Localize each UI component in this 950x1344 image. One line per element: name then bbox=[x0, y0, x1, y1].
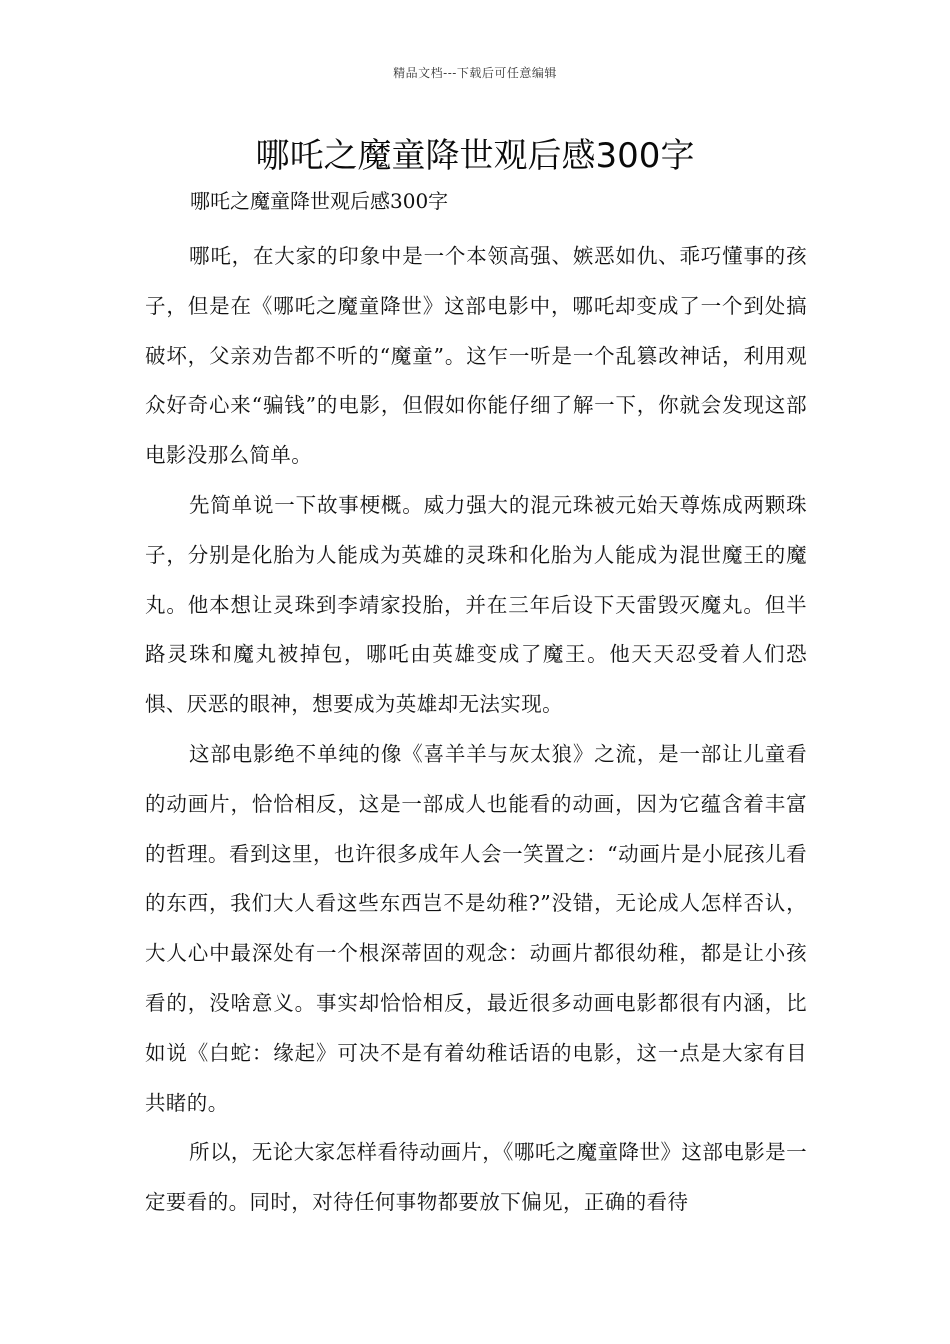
paragraph: 所以，无论大家怎样看待动画片，《哪吒之魔童降世》这部电影是一定要看的。同时，对待任何事物都要放下偏见，正确的看待 bbox=[145, 1140, 807, 1215]
document-body bbox=[145, 232, 807, 1228]
document-title: 哪吒之魔童降世观后感300字 bbox=[255, 136, 695, 176]
paragraph: 这部电影绝不单纯的像《喜羊羊与灰太狼》之流，是一部让儿童看的动画片，恰恰相反，这是一部成人也能看的动画，因为它蕴含着丰富的哲理。看到这里，也许很多成年人会一笑置之：“动画片是小屁孩儿看的东西，我们大人看这些东西岂不是幼稚?”没错，无论成人怎样否认，大人心中最深处有一个根深蒂固的观念：动画片都很幼稚，都是让小孩看的，没啥意义。事实却恰恰相反，最近很多动画电影都很有内涵，比如说《白蛇：缘起》可决不是有着幼稚话语的电影，这一点是大家有目共睹的。 bbox=[145, 741, 807, 1115]
page-header: 精品文档---下载后可任意编辑 bbox=[393, 66, 557, 80]
paragraph: 哪吒，在大家的印象中是一个本领高强、嫉恶如仇、乖巧懂事的孩子，但是在《哪吒之魔童降世》这部电影中，哪吒却变成了一个到处搞破坏，父亲劝告都不听的“魔童”。这乍一听是一个乱篡改神话，利用观众好奇心来“骗钱”的电影，但假如你能仔细了解一下，你就会发现这部电影没那么简单。 bbox=[145, 244, 807, 468]
document-subtitle: 哪吒之魔童降世观后感300字 bbox=[190, 189, 449, 213]
paragraph: 先简单说一下故事梗概。威力强大的混元珠被元始天尊炼成两颗珠子，分别是化胎为人能成为英雄的灵珠和化胎为人能成为混世魔王的魔丸。他本想让灵珠到李靖家投胎，并在三年后设下天雷毁灭魔丸。但半路灵珠和魔丸被掉包，哪吒由英雄变成了魔王。他天天忍受着人们恐惧、厌恶的眼神，想要成为英雄却无法实现。 bbox=[145, 492, 807, 717]
